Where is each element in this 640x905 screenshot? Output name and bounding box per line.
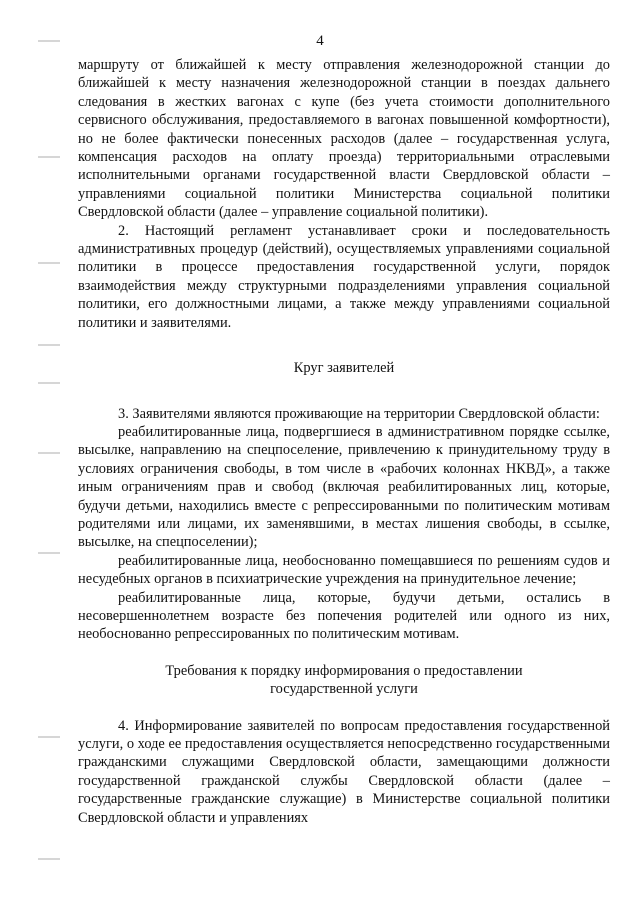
scan-mark	[38, 344, 60, 346]
scan-mark	[38, 858, 60, 860]
scan-mark	[38, 382, 60, 384]
paragraph-1-continuation: маршруту от ближайшей к месту отправления железнодорожной станции до ближайшей к месту назначения железнодорожной станции в поездах дальнего следования в жестких вагонах с купе (без учета стоимости дополнительного сервисного обслуживания, предоставляемого в вагонах повышенной комфортности), но не более фактически понесенных расходов (далее – государственная услуга, компенсация расходов на оплату проезда) территориальными отраслевыми исполнительными органами государственной власти Свердловской области – управлениями социальной политики Министерства социальной политики Свердловской области (далее – управление социальной политики).	[78, 57, 610, 221]
spacer	[78, 332, 610, 359]
scan-mark	[38, 452, 60, 454]
section-heading-information-line-2: государственной услуги	[270, 681, 418, 698]
scan-mark	[38, 262, 60, 264]
paragraph-2: 2. Настоящий регламент устанавливает сроки и последовательность административных процедур (действий), осуществляемых управлениями социальной политики в процессе предоставления государственной услуги, порядок взаимодействия между структурными подразделениями управления социальной политики, его должностными лицами, а также между управлениями социальной политики и заявителями.	[78, 222, 610, 331]
applicant-item-1: реабилитированные лица, подвергшиеся в административном порядке ссылке, высылке, направлению на спецпоселение, привлечению к принудительному труду в условиях ограничения свободы, в том числе в «рабочих колоннах НКВД», а также иным ограничениям прав и свобод (включая реабилитированных лиц, которые, будучи детьми, находились вместе с репрессированными по политическим мотивам родителями или лицами, их заменявшими, в местах лишения свободы, в ссылке, высылке, на спецпоселении);	[78, 423, 610, 551]
spacer	[78, 699, 610, 717]
paragraph-3: 3. Заявителями являются проживающие на территории Свердловской области:	[118, 405, 600, 422]
left-margin-scan-marks	[0, 0, 70, 905]
spacer	[78, 644, 610, 662]
scan-mark	[38, 736, 60, 738]
applicant-item-3: реабилитированные лица, которые, будучи детьми, остались в несовершеннолетнем возрасте без попечения родителей или одного из них, необоснованно репрессированных по политическим мотивам.	[78, 589, 610, 643]
section-heading-applicants: Круг заявителей	[293, 360, 395, 377]
page-number: 4	[316, 33, 324, 49]
scan-mark	[38, 156, 60, 158]
applicant-item-2: реабилитированные лица, необоснованно помещавшиеся по решениям судов и несудебных органов в психиатрические учреждения на принудительное лечение;	[78, 552, 610, 588]
scan-mark	[38, 552, 60, 554]
document-body	[78, 56, 610, 827]
section-heading-information-line-1: Требования к порядку информирования о предоставлении	[165, 662, 523, 679]
paragraph-4: 4. Информирование заявителей по вопросам предоставления государственной услуги, о ходе ее предоставления осуществляется непосредственно государственными гражданскими служащими Свердловской области, замещающими должности государственной гражданской службы Свердловской области (далее – государственные гражданские служащие) в Министерстве социальной политики Свердловской области и управлениях	[78, 717, 610, 826]
spacer	[78, 378, 610, 405]
